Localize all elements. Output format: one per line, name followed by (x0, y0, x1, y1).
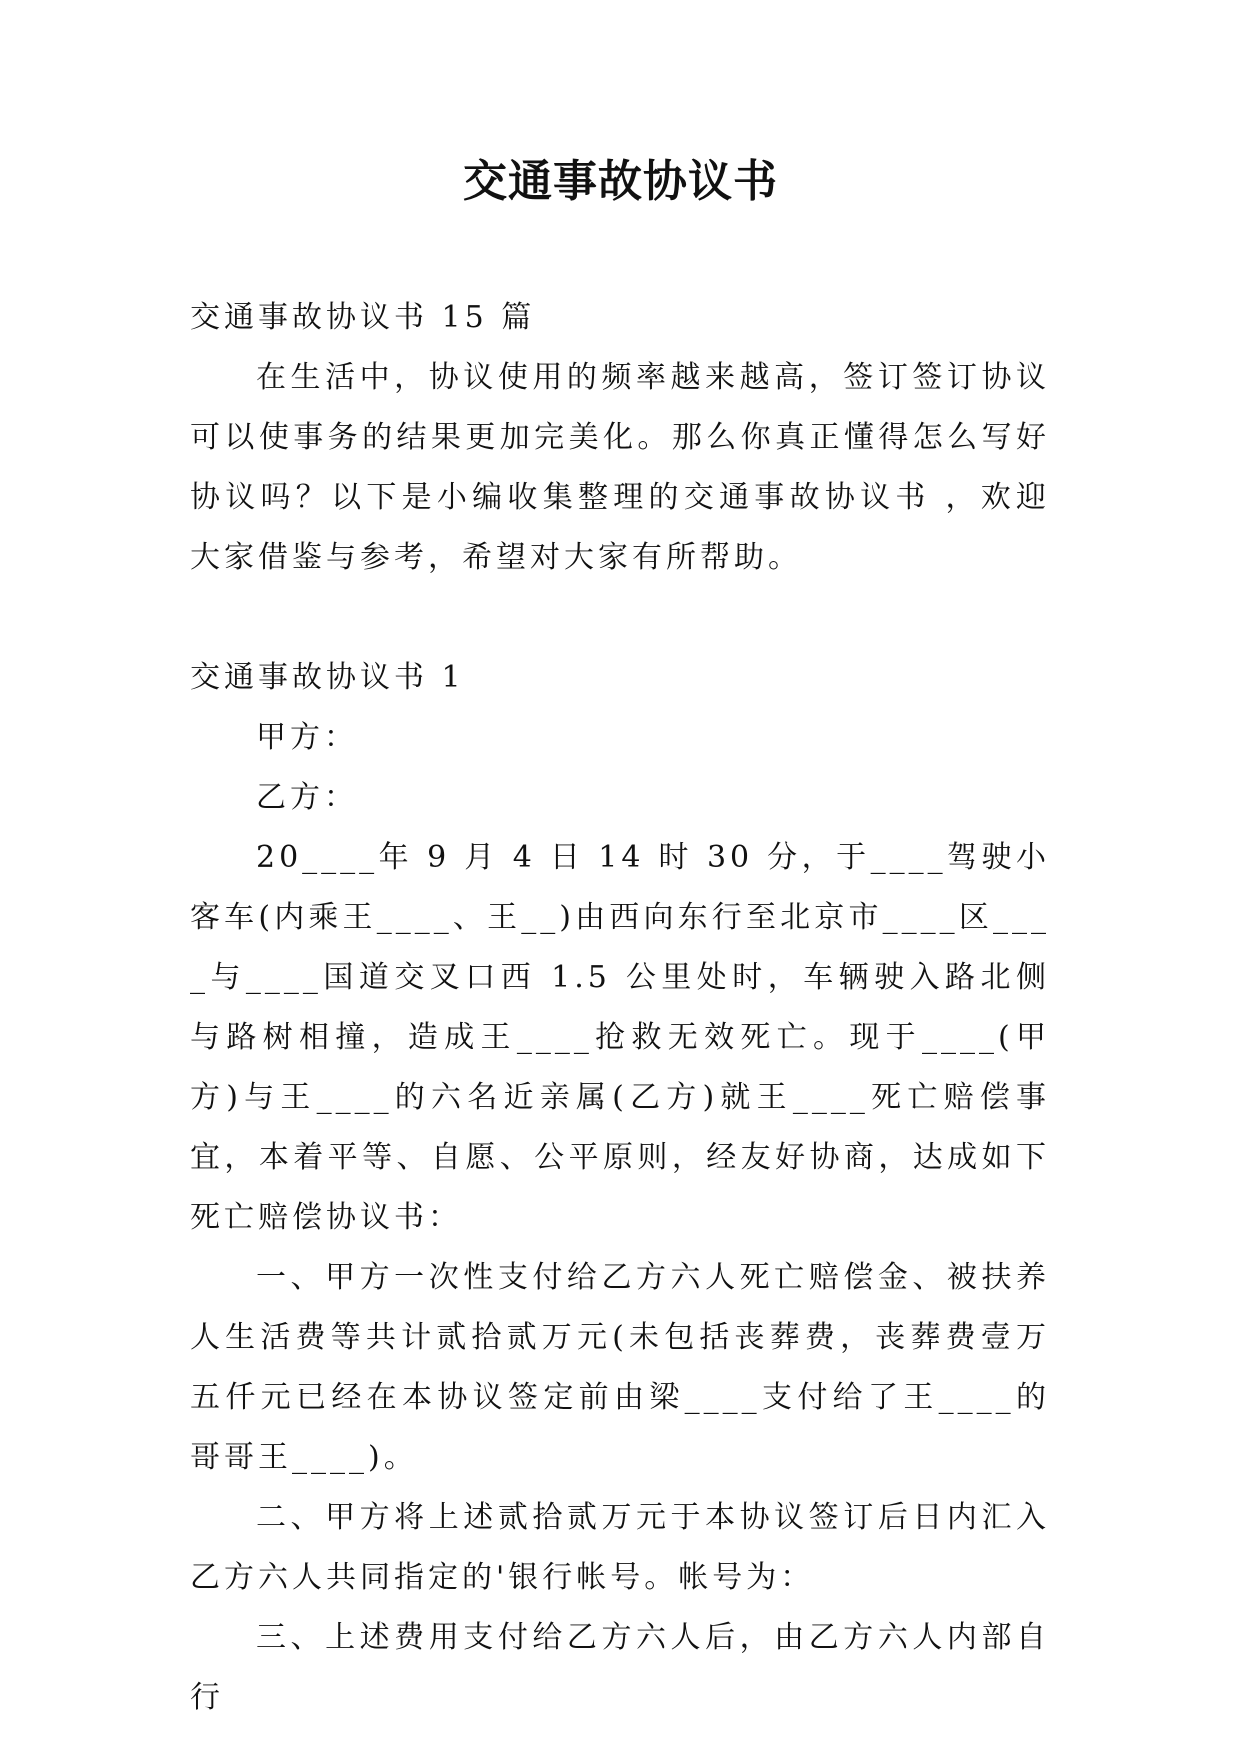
party-a-label: 甲方： (256, 720, 358, 755)
body-paragraph-clause-1: 一、甲方一次性支付给乙方六人死亡赔偿金、被扶养人生活费等共计贰拾贰万元(未包括丧葬费，丧葬费壹万五仟元已经在本协议签定前由梁____支付给了王____的哥哥王____)。 (190, 1260, 1050, 1475)
document-body (190, 288, 1050, 1728)
subtitle: 交通事故协议书 15 篇 (190, 300, 536, 335)
body-paragraph-clause-2: 二、甲方将上述贰拾贰万元于本协议签订后日内汇入乙方六人共同指定的'银行帐号。帐号为： (190, 1500, 1050, 1595)
document-title: 交通事故协议书 (463, 156, 778, 207)
party-b-label: 乙方： (256, 780, 358, 815)
intro-paragraph: 在生活中，协议使用的频率越来越高，签订签订协议可以使事务的结果更加完美化。那么你真正懂得怎么写好协议吗？以下是小编收集整理的交通事故协议书 ，欢迎大家借鉴与参考，希望对大家有所帮助。 (190, 360, 1050, 575)
body-paragraph-clause-3: 三、上述费用支付给乙方六人后，由乙方六人内部自行 (190, 1620, 1050, 1715)
section-heading: 交通事故协议书 1 (190, 660, 465, 695)
body-paragraph-accident: 20____年 9 月 4 日 14 时 30 分，于____驾驶小客车(内乘王____、王__)由西向东行至北京市____区____与____国道交叉口西 1.5 公里处时，车辆驶入路北侧与路树相撞，造成王____抢救无效死亡。现于____(甲方)与王____的六名近亲属(乙方)就王____死亡赔偿事宜，本着平等、自愿、公平原则，经友好协商，达成如下死亡赔偿协议书： (190, 840, 1050, 1235)
spacer (190, 588, 1050, 648)
